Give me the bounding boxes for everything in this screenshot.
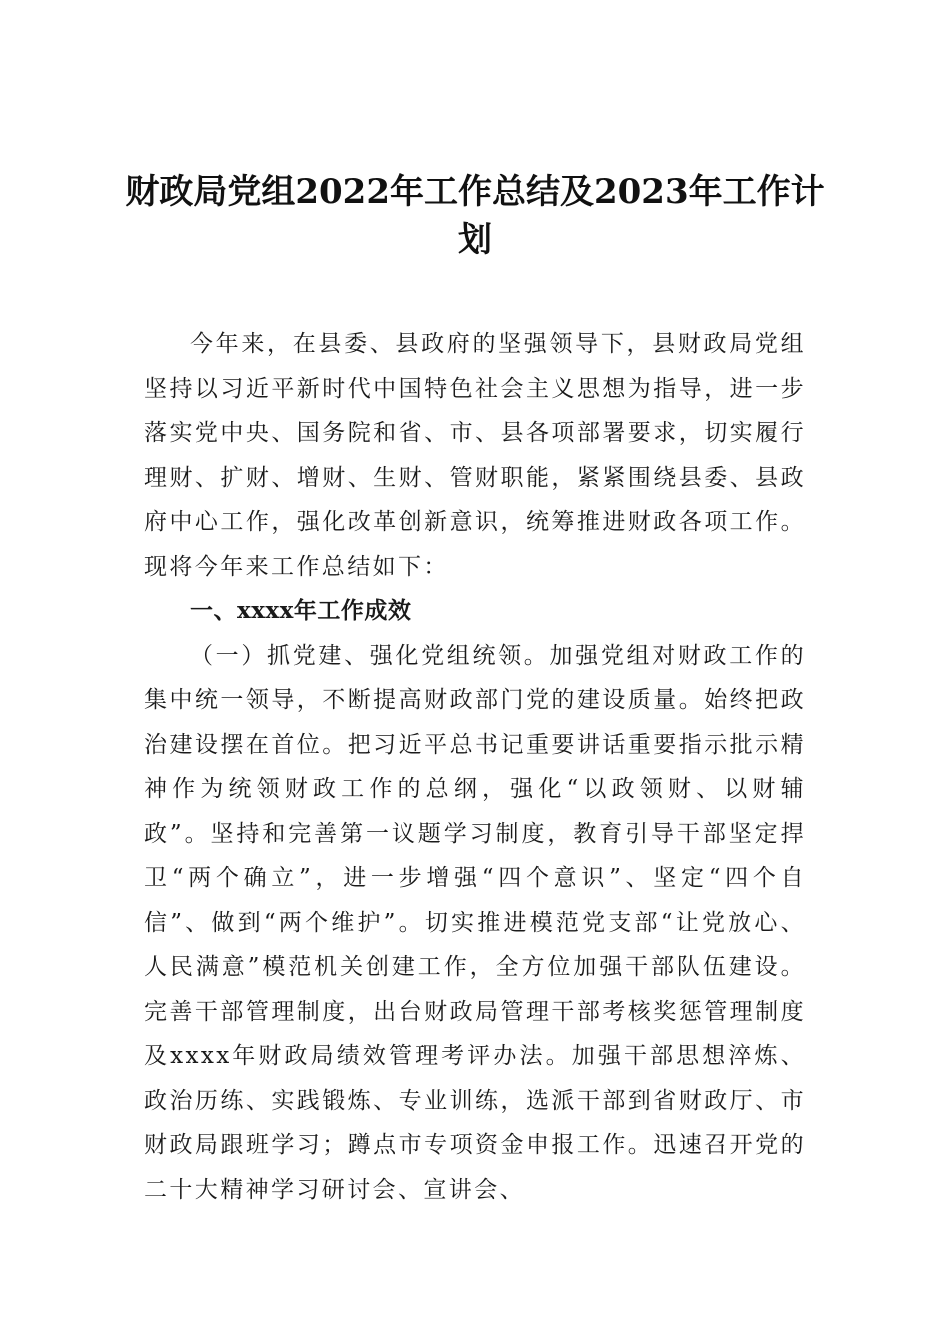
section-heading: 一、xxxx年工作成效 bbox=[190, 597, 412, 624]
intro-paragraph: 今年来，在县委、县政府的坚强领导下，县财政局党组坚持以习近平新时代中国特色社会主义思想为指导，进一步落实党中央、国务院和省、市、县各项部署要求，切实履行理财、扩财、增财、生财、管财职能，紧紧围绕县委、县政府中心工作，强化改革创新意识，统筹推进财政各项工作。现将今年来工作总结如下： bbox=[144, 331, 806, 580]
section-paragraph: （一）抓党建、强化党组统领。加强党组对财政工作的集中统一领导，不断提高财政部门党的建设质量。始终把政治建设摆在首位。把习近平总书记重要讲话重要指示批示精神作为统领财政工作的总纲，强化“以政领财、以财辅政”。坚持和完善第一议题学习制度，教育引导干部坚定捍卫“两个确立”，进一步增强“四个意识”、坚定“四个自信”、做到“两个维护”。切实推进模范党支部“让党放心、人民满意”模范机关创建工作，全方位加强干部队伍建设。完善干部管理制度，出台财政局管理干部考核奖惩管理制度及xxxx年财政局绩效管理考评办法。加强干部思想淬炼、政治历练、实践锻炼、专业训练，选派干部到省财政厅、市财政局跟班学习；蹲点市专项资金申报工作。迅速召开党的二十大精神学习研讨会、宣讲会、 bbox=[144, 642, 806, 1203]
document-title: 财政局党组2022年工作总结及2023年工作计划 bbox=[125, 172, 825, 260]
document-body bbox=[144, 322, 806, 1212]
